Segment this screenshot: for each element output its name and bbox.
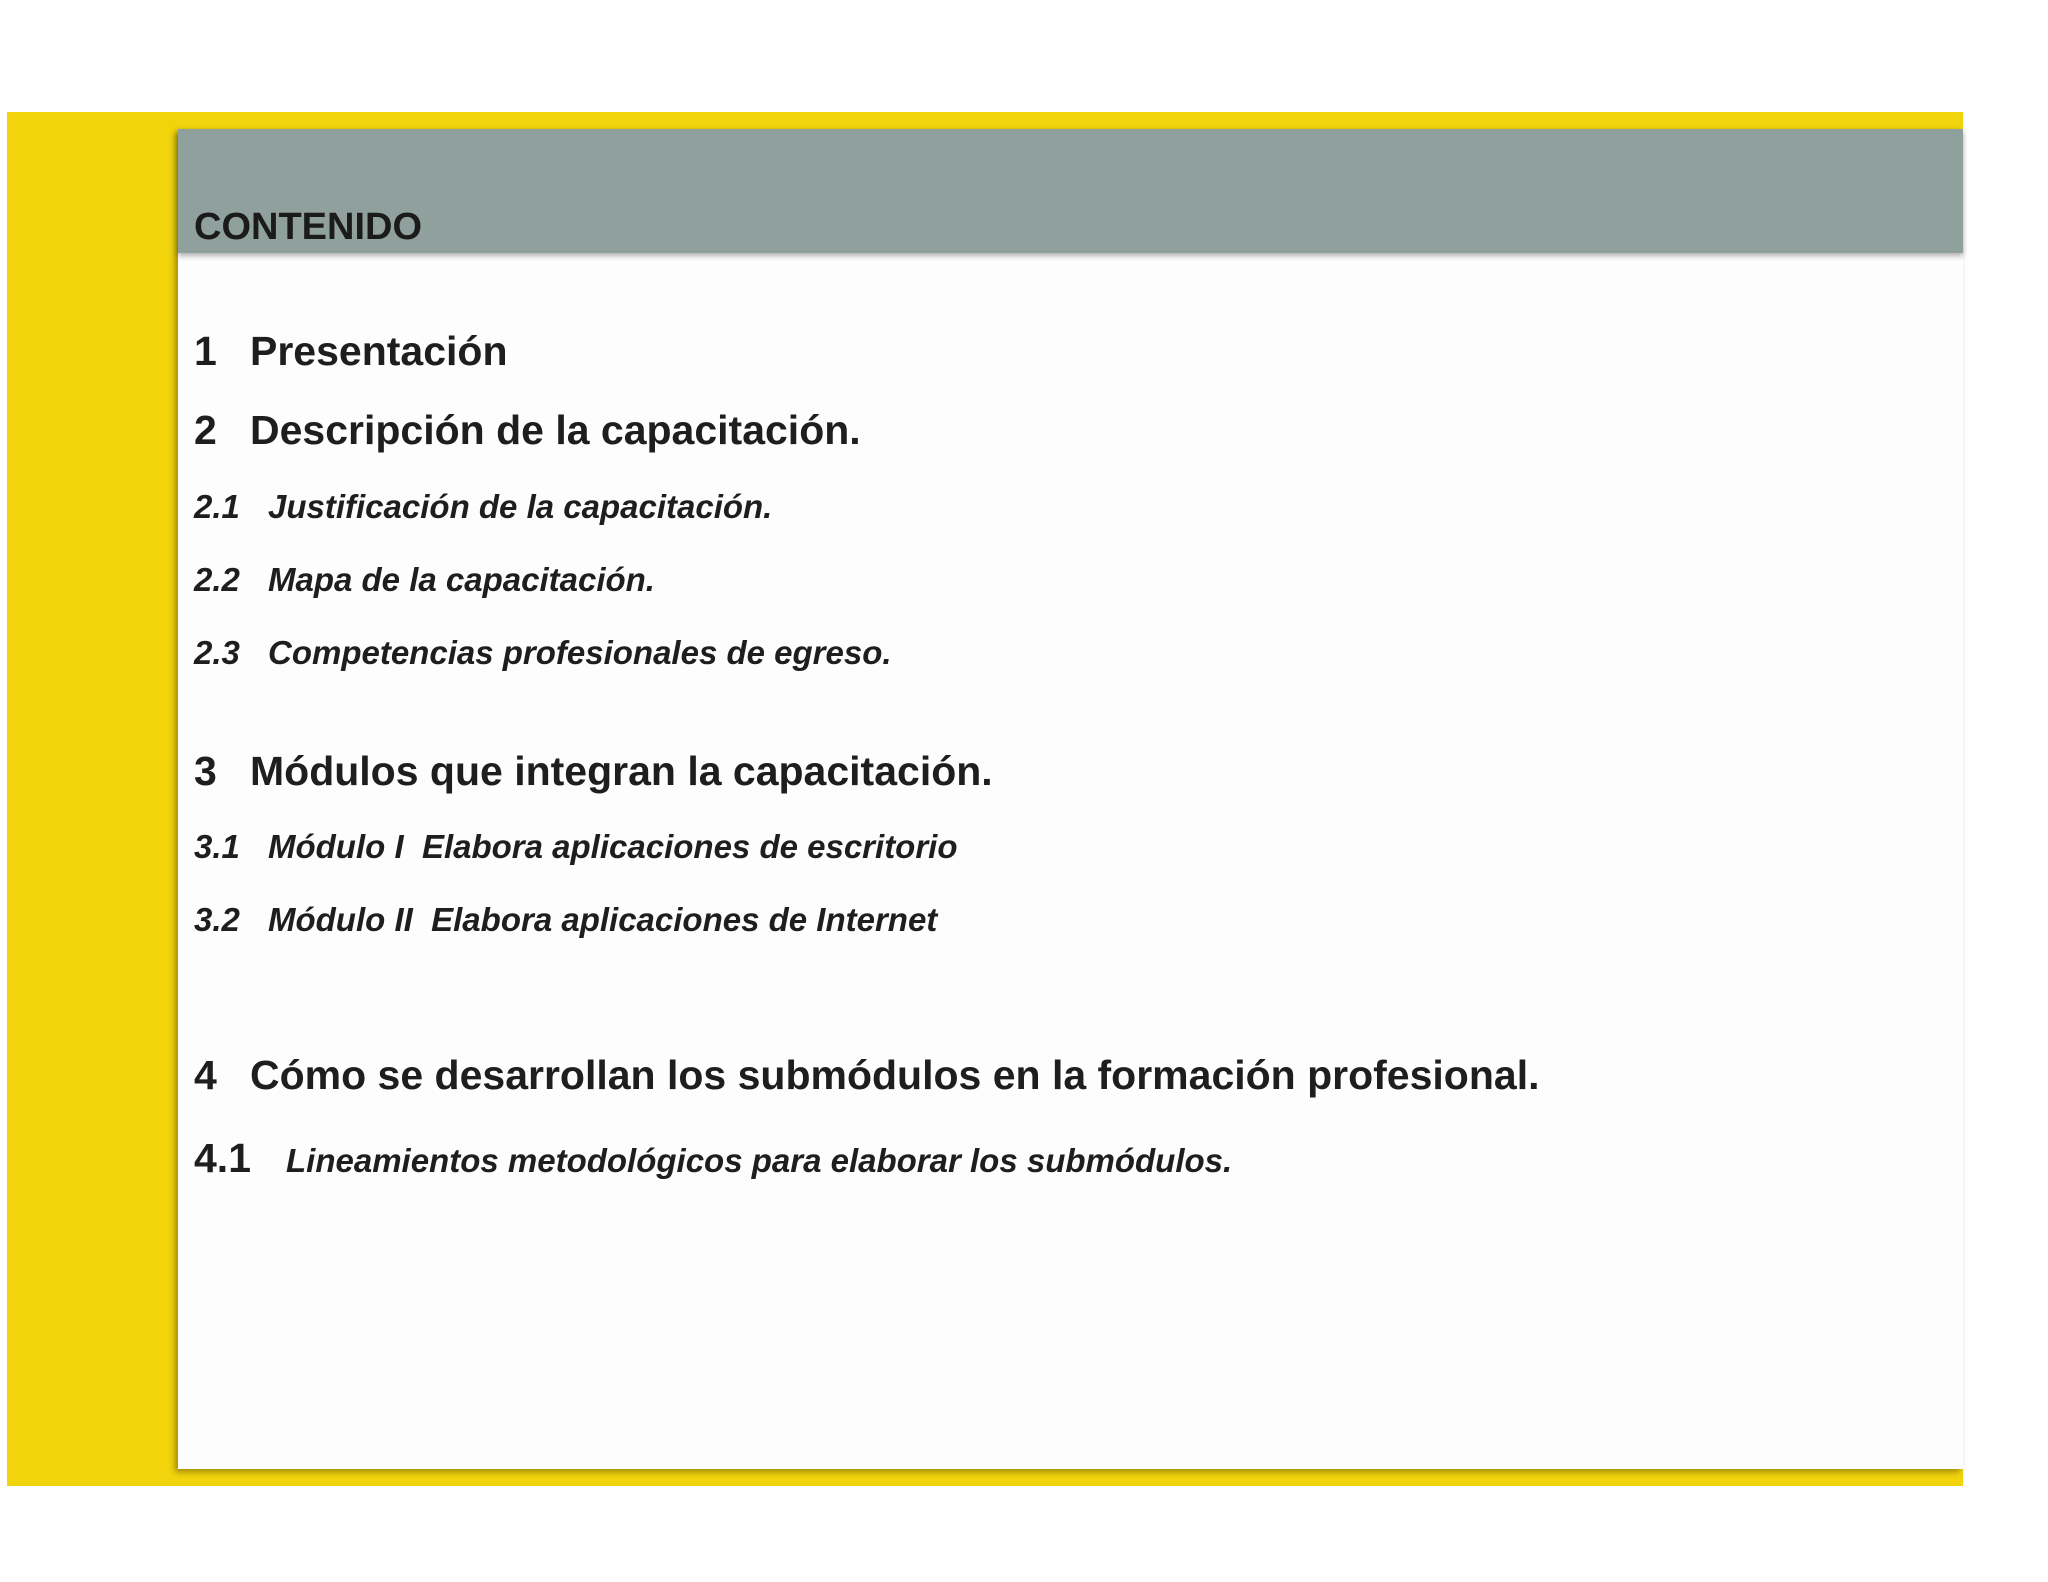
toc-item-2-1	[194, 488, 772, 526]
toc-text: Módulo I Elabora aplicaciones de escritorio	[268, 828, 958, 865]
toc-item-2-3	[194, 634, 892, 672]
toc-number: 4.1	[194, 1135, 251, 1181]
toc-number: 2.2	[194, 561, 240, 598]
toc-number: 2	[194, 407, 217, 453]
toc-number: 1	[194, 328, 217, 374]
toc-item-4-1	[194, 1135, 1232, 1182]
toc-text: Descripción de la capacitación.	[250, 407, 861, 453]
toc-text: Competencias profesionales de egreso.	[268, 634, 892, 671]
toc-item-2-2	[194, 561, 655, 599]
header-band	[178, 129, 1963, 253]
toc-item-3-2	[194, 901, 937, 939]
toc-text: Presentación	[250, 328, 508, 374]
toc-text: Mapa de la capacitación.	[268, 561, 655, 598]
toc-text: Módulo II Elabora aplicaciones de Internet	[268, 901, 938, 938]
toc-number: 3.2	[194, 901, 240, 938]
toc-text: Justificación de la capacitación.	[268, 488, 773, 525]
toc-item-4	[194, 1052, 1539, 1099]
toc-text: Cómo se desarrollan los submódulos en la formación profesional.	[250, 1052, 1540, 1098]
toc-number: 3.1	[194, 828, 240, 865]
toc-number: 2.3	[194, 634, 240, 671]
page-title: CONTENIDO	[194, 206, 422, 248]
toc-item-3-1	[194, 828, 958, 866]
toc-number: 3	[194, 748, 217, 794]
toc-text: Módulos que integran la capacitación.	[250, 748, 993, 794]
toc-number: 4	[194, 1052, 217, 1098]
toc-item-3	[194, 748, 993, 795]
toc-item-1	[194, 328, 508, 375]
toc-text: Lineamientos metodológicos para elaborar los submódulos.	[286, 1142, 1233, 1179]
toc-number: 2.1	[194, 488, 240, 525]
toc-item-2	[194, 407, 861, 454]
